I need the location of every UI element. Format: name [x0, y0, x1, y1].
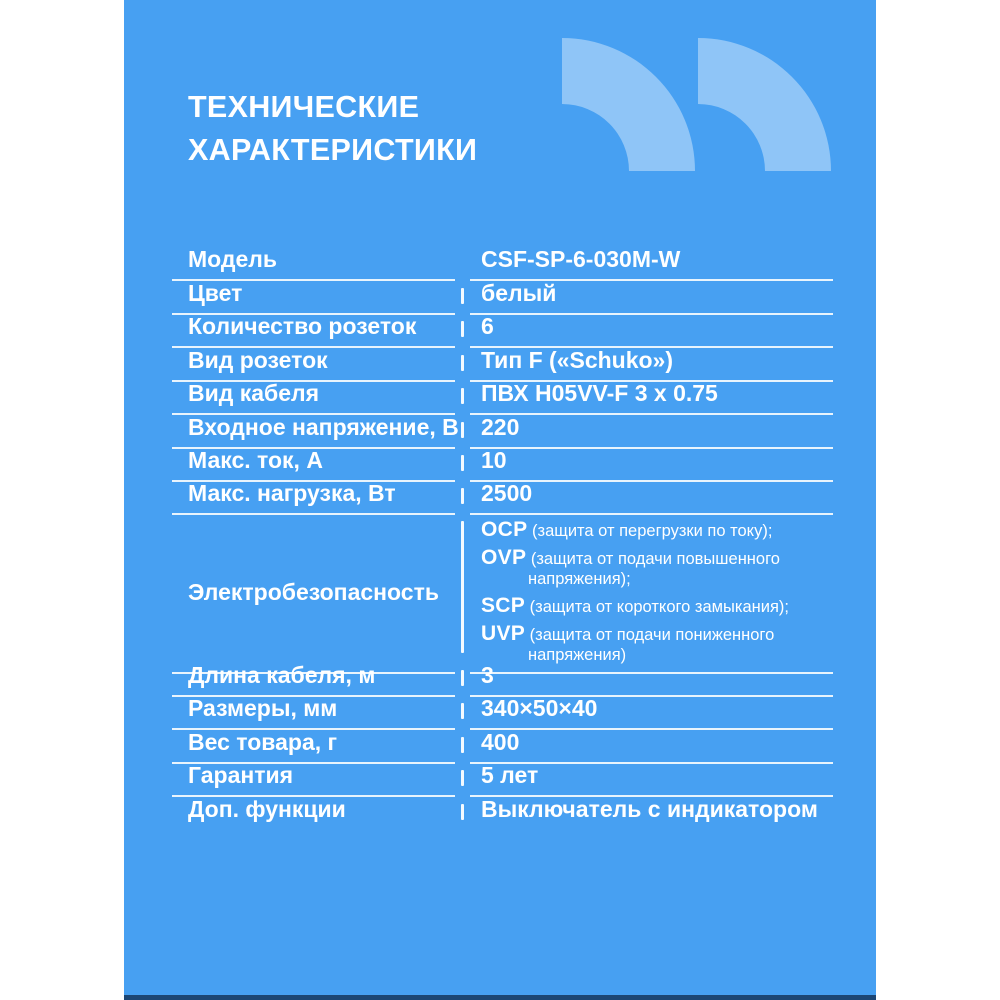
spec-label: Цвет: [172, 280, 455, 315]
spec-value: 3: [470, 662, 833, 697]
spec-value: 220: [470, 414, 833, 449]
spec-label: Размеры, мм: [172, 695, 455, 730]
column-divider-tick: [461, 737, 464, 753]
table-row: [172, 313, 833, 346]
table-row: [172, 795, 833, 829]
protection-item: OCP (защита от перегрузки по току);: [481, 517, 773, 541]
table-row: [172, 480, 833, 513]
product-card-background: [124, 0, 876, 1000]
spec-value: 340×50×40: [470, 695, 833, 730]
table-row: [172, 246, 833, 280]
spec-label: Электробезопасность: [172, 514, 455, 674]
protection-code: SCP: [481, 593, 526, 617]
table-row: [172, 447, 833, 480]
spec-table: [172, 246, 833, 829]
protection-item: UVP (защита от подачи пониженного напряжения): [481, 621, 775, 664]
spec-label: Гарантия: [172, 762, 455, 797]
table-row: [172, 414, 833, 447]
spec-label: Макс. нагрузка, Вт: [172, 480, 455, 515]
spec-value: ПВХ H05VV-F 3 x 0.75: [470, 380, 833, 415]
column-divider-tick: [461, 488, 464, 504]
spec-label: Модель: [172, 246, 455, 281]
spec-label: Доп. функции: [188, 796, 346, 823]
spec-label: Макс. ток, А: [172, 447, 455, 482]
column-divider-tick: [461, 321, 464, 337]
column-divider-tick: [461, 670, 464, 686]
footer-bar: [124, 995, 876, 1000]
table-row: [172, 347, 833, 380]
column-divider-tick: [461, 288, 464, 304]
spec-label: Количество розеток: [172, 313, 455, 348]
spec-value: 6: [470, 313, 833, 348]
spec-label: Вес товара, г: [172, 729, 455, 764]
column-divider-tick: [461, 355, 464, 371]
table-row: [172, 380, 833, 413]
table-row: [172, 695, 833, 728]
spec-label: Вид кабеля: [172, 380, 455, 415]
column-divider-tick: [461, 422, 464, 438]
spec-value-protection-list: [470, 514, 833, 674]
column-divider-tick: [461, 388, 464, 404]
spec-value: CSF-SP-6-030M-W: [470, 246, 833, 281]
page-title: [188, 86, 477, 172]
table-row: [172, 280, 833, 313]
spec-label: Входное напряжение, В: [172, 414, 455, 449]
column-divider-tick: [461, 770, 464, 786]
spec-value: белый: [470, 280, 833, 315]
quarter-ring-corner-icon: [698, 37, 831, 172]
spec-value: 400: [470, 729, 833, 764]
protection-item: OVP (защита от подачи повышенного напряжения);: [481, 545, 780, 588]
page-title-line2: ХАРАКТЕРИСТИКИ: [188, 133, 478, 167]
spec-value: 2500: [470, 480, 833, 515]
spec-value: 5 лет: [470, 762, 833, 797]
protection-code: UVP: [481, 621, 526, 645]
protection-code: OCP: [481, 517, 528, 541]
spec-label: Вид розеток: [172, 347, 455, 382]
page-title-line1: ТЕХНИЧЕСКИЕ: [188, 90, 420, 124]
column-divider-tick: [461, 455, 464, 471]
spec-label: Длина кабеля, м: [172, 662, 455, 697]
protection-item: SCP (защита от короткого замыкания);: [481, 593, 789, 617]
column-divider-tick: [461, 804, 464, 820]
spec-value: Выключатель с индикатором: [470, 795, 833, 829]
column-divider-tick: [461, 703, 464, 719]
spec-value: Тип F («Schuko»): [470, 347, 833, 382]
spec-value: 10: [470, 447, 833, 482]
protection-code: OVP: [481, 545, 527, 569]
table-row-protection: [172, 514, 833, 662]
table-row: [172, 762, 833, 795]
quarter-ring-corner-icon: [562, 37, 695, 172]
table-row: [172, 729, 833, 762]
table-row: [172, 662, 833, 695]
column-divider-line: [461, 521, 464, 653]
